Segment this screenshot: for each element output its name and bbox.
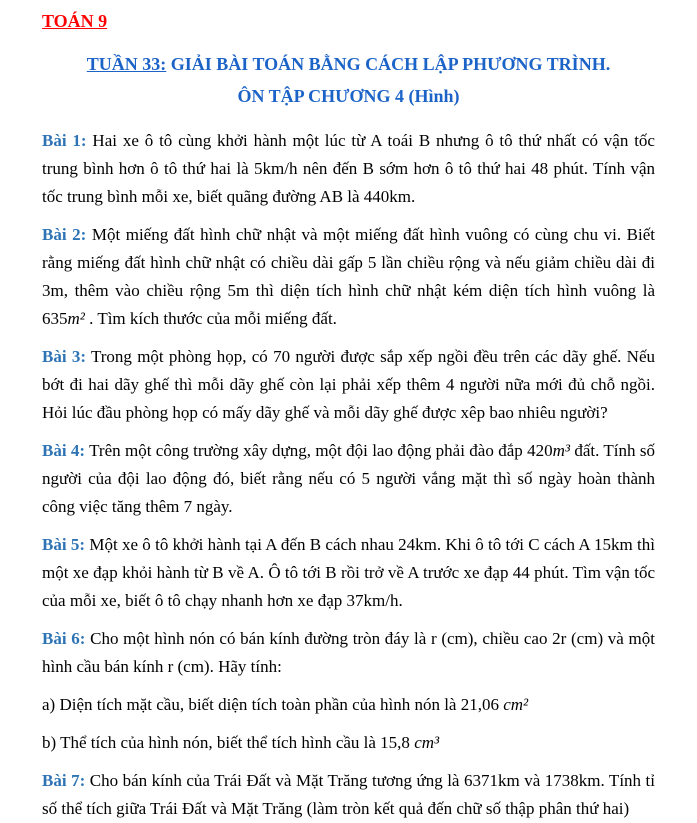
math-expression: m² xyxy=(67,309,85,328)
problem-paragraph xyxy=(42,127,655,211)
problem-text: Cho bán kính của Trái Đất và Mặt Trăng tương ứng là 6371km và 1738km. Tính tỉ số thể tích giữa Trái Đất và Mặt Trăng (làm tròn kết quả đến chữ số thập phân thứ hai) xyxy=(42,771,655,818)
problem-label: Bài 7: xyxy=(42,771,86,790)
worksheet-title-line1 xyxy=(42,48,655,80)
problem-label: Bài 3: xyxy=(42,347,87,366)
problem-label: Bài 6: xyxy=(42,629,86,648)
problem-text: Cho một hình nón có bán kính đường tròn đáy là r (cm), chiều cao 2r (cm) và một hình cầu bán kính r (cm). Hãy tính: xyxy=(42,629,655,676)
math-expression: cm³ xyxy=(414,733,440,752)
problems xyxy=(42,127,655,823)
problem-paragraph xyxy=(42,343,655,427)
problem-text: Một xe ô tô khởi hành tại A đến B cách nhau 24km. Khi ô tô tới C cách A 15km thì một xe đạp khỏi hành từ B về A. Ô tô tới B rồi trở về A trước xe đạp 44 phút. Tìm vận tốc của mỗi xe, biết ô tô chạy nhanh hơn xe đạp 37km/h. xyxy=(42,535,655,610)
problem-label: Bài 2: xyxy=(42,225,87,244)
problem-text: Một miếng đất hình chữ nhật và một miếng đất hình vuông có cùng chu vi. Biết rằng miếng đất hình chữ nhật có chiều dài gấp 5 lần chiều rộng và nếu giảm chiều dài đi 3m, thêm vào chiều rộng 5m thì diện tích hình chữ nhật kém diện tích hình vuông là xyxy=(42,225,655,300)
problem-text: . Tìm kích thước của mỗi miếng đất. xyxy=(84,309,337,328)
problem-paragraph xyxy=(42,437,655,521)
problem-text: b) Thể tích của hình nón, biết thể tích hình cầu là 15,8 xyxy=(42,733,415,752)
problem-text: đất. Tính số người của đội lao động đó, biết rằng nếu có 5 người vắng mặt thì số ngày hoàn thành công việc tăng thêm 7 ngày. xyxy=(42,441,655,516)
title-text: GIẢI BÀI TOÁN BẰNG CÁCH LẬP PHƯƠNG TRÌNH. xyxy=(166,54,611,74)
problem-paragraph xyxy=(42,625,655,681)
worksheet-title-line2: ÔN TẬP CHƯƠNG 4 (Hình) xyxy=(237,86,460,106)
problem-paragraph xyxy=(42,221,655,333)
problem-label: Bài 5: xyxy=(42,535,86,554)
problem-label: Bài 1: xyxy=(42,131,87,150)
math-expression: 635 xyxy=(42,309,68,328)
problem-paragraph xyxy=(42,531,655,615)
problem-paragraph xyxy=(42,767,655,823)
title-block xyxy=(42,48,655,112)
course-label: TOÁN 9 xyxy=(42,11,108,31)
problem-label: Bài 4: xyxy=(42,441,86,460)
subitem-paragraph xyxy=(42,691,655,719)
math-expression: m³ xyxy=(552,441,570,460)
math-expression: cm² xyxy=(503,695,529,714)
math-expression: 420 xyxy=(527,441,553,460)
problem-text: a) Diện tích mặt cầu, biết diện tích toàn phần của hình nón là 21,06 xyxy=(42,695,504,714)
problem-text: Trong một phòng họp, có 70 người được sắp xếp ngồi đều trên các dãy ghế. Nếu bớt đi hai dãy ghế thì mỗi dãy ghế còn lại phải xếp thêm 4 người nữa mới đủ chỗ ngồi. Hỏi lúc đầu phòng họp có mấy dãy ghế và mỗi dãy ghế được xêp bao nhiêu người? xyxy=(42,347,656,422)
subitem-paragraph xyxy=(42,729,655,757)
week-label: TUẦN 33: xyxy=(86,54,167,74)
problem-text: Trên một công trường xây dựng, một đội lao động phải đào đắp xyxy=(85,441,528,460)
problem-text: Hai xe ô tô cùng khởi hành một lúc từ A toái B nhưng ô tô thứ nhất có vận tốc trung bình hơn ô tô thứ hai là 5km/h nên đến B sớm hơn ô tô thứ hai 48 phút. Tính vận tốc trung bình mỗi xe, biết quãng đường AB là 440km. xyxy=(42,131,655,206)
